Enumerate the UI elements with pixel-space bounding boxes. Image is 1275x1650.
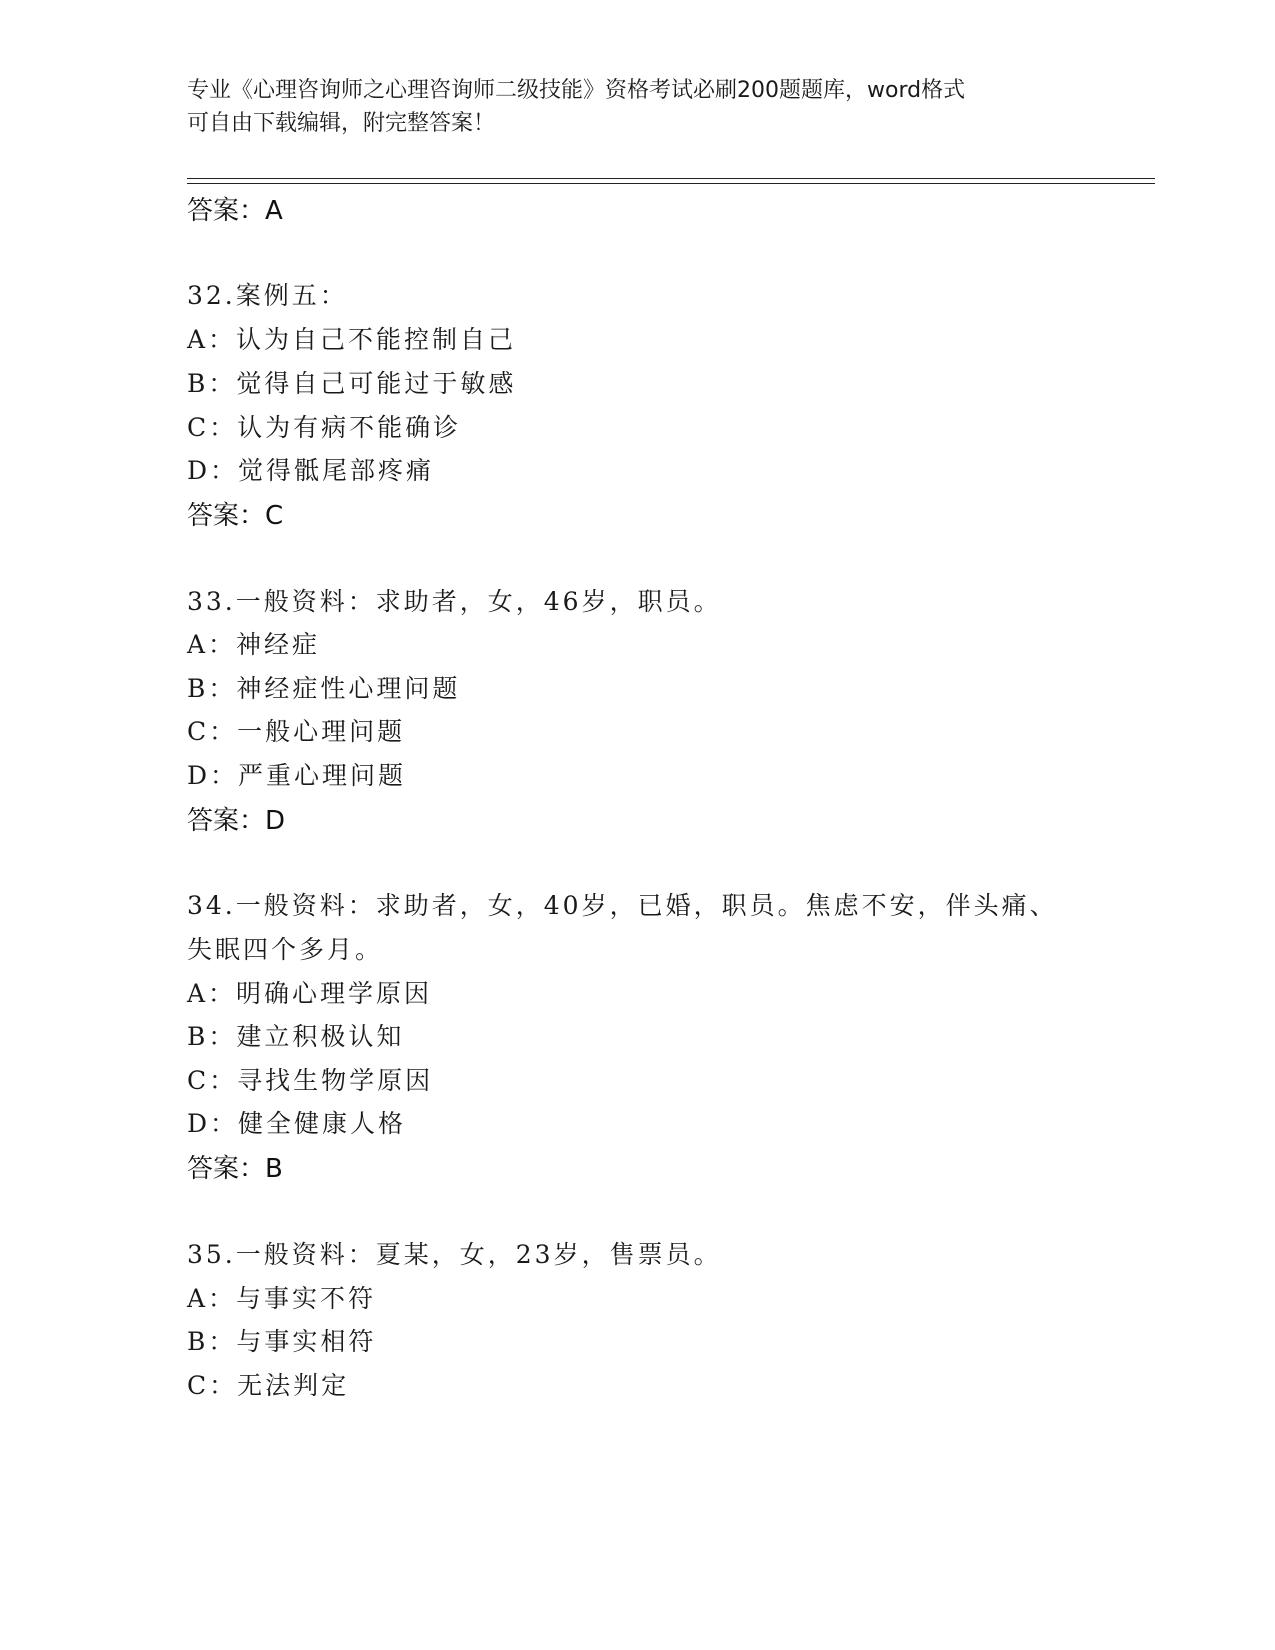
option-c: C：认为有病不能确诊 bbox=[187, 413, 462, 442]
option-a: A：神经症 bbox=[187, 630, 321, 659]
question-stem-continued: 失眠四个多月。 bbox=[187, 935, 384, 964]
option-a: A：与事实不符 bbox=[187, 1284, 377, 1313]
question-stem: 34.一般资料：求助者，女，40岁，已婚，职员。焦虑不安，伴头痛、 bbox=[187, 891, 1058, 920]
header-line-1: 专业《心理咨询师之心理咨询师二级技能》资格考试必刷200题题库，word格式 bbox=[187, 78, 966, 103]
option-b: B：与事实相符 bbox=[187, 1327, 377, 1356]
option-d: D：觉得骶尾部疼痛 bbox=[187, 456, 435, 485]
option-c: C：无法判定 bbox=[187, 1371, 350, 1400]
option-d: D：严重心理问题 bbox=[187, 761, 407, 790]
option-c: C：一般心理问题 bbox=[187, 717, 406, 746]
header-line-2: 可自由下载编辑，附完整答案！ bbox=[187, 111, 496, 136]
question-stem: 35.一般资料：夏某，女，23岁，售票员。 bbox=[187, 1240, 722, 1269]
option-a: A：明确心理学原因 bbox=[187, 979, 433, 1008]
answer-label: 答案：A bbox=[187, 196, 283, 226]
header-divider-top bbox=[187, 178, 1155, 179]
option-a: A：认为自己不能控制自己 bbox=[187, 325, 517, 354]
question-stem: 33.一般资料：求助者，女，46岁，职员。 bbox=[187, 587, 722, 616]
answer-label: 答案：B bbox=[187, 1154, 283, 1184]
header-divider-bottom bbox=[187, 183, 1155, 184]
option-c: C：寻找生物学原因 bbox=[187, 1066, 434, 1095]
option-b: B：神经症性心理问题 bbox=[187, 674, 461, 703]
document-header bbox=[187, 74, 1087, 140]
option-b: B：建立积极认知 bbox=[187, 1022, 405, 1051]
option-d: D：健全健康人格 bbox=[187, 1109, 407, 1138]
question-stem: 32.案例五： bbox=[187, 281, 348, 310]
answer-label: 答案：C bbox=[187, 501, 284, 531]
option-b: B：觉得自己可能过于敏感 bbox=[187, 369, 517, 398]
answer-label: 答案：D bbox=[187, 806, 286, 836]
